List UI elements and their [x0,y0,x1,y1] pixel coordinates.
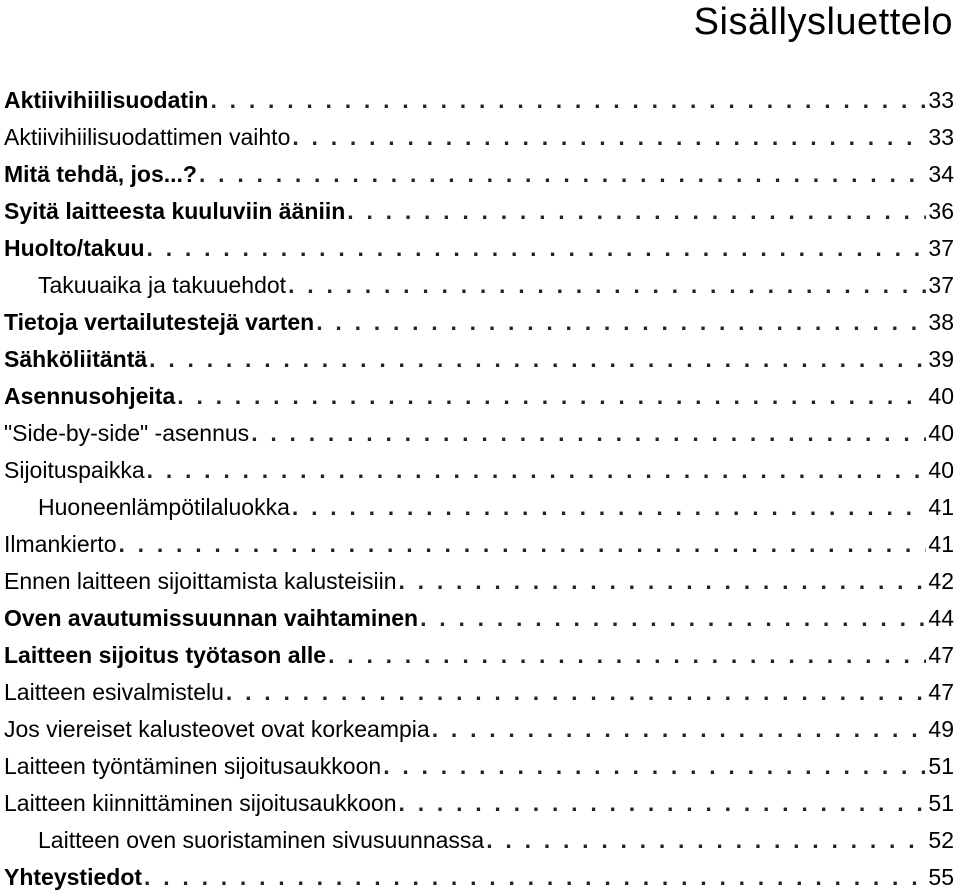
dot-leader [292,489,927,526]
dot-leader [210,82,926,119]
dot-leader [226,674,927,711]
toc-entry-page: 40 [928,420,954,446]
toc-entry-page: 39 [928,346,954,372]
toc-entry[interactable] [4,711,954,748]
toc-entry-page: 33 [928,87,954,113]
dot-leader [328,637,926,674]
toc-entry-title: "Side-by-side" -asennus [4,420,250,446]
dot-leader [398,563,926,600]
dot-leader [199,156,926,193]
toc-entry-page: 38 [928,309,954,335]
toc-entry[interactable] [4,156,954,193]
toc-entry[interactable] [4,600,954,637]
toc-entry[interactable] [4,452,954,489]
toc-entry[interactable] [4,489,954,526]
dot-leader [149,341,926,378]
toc-entry-title: Yhteystiedot [4,864,143,890]
toc-entry-title: Ennen laitteen sijoittamista kalusteisiin [4,568,397,594]
toc-entry-title: Takuuaika ja takuuehdot [38,272,287,298]
toc-entry[interactable] [4,637,954,674]
toc-entry-page: 44 [928,605,954,631]
toc-entry[interactable] [4,193,954,230]
dot-leader [486,822,926,859]
toc-entry-page: 41 [928,531,954,557]
dot-leader [177,378,926,415]
toc-entry-title: Huolto/takuu [4,235,145,261]
toc-entry[interactable] [4,822,954,859]
toc-entry-title: Jos viereiset kalusteovet ovat korkeampia [4,716,430,742]
toc-entry-page: 47 [928,642,954,668]
toc-entry-page: 49 [928,716,954,742]
toc-entry[interactable] [4,230,954,267]
toc-entry[interactable] [4,304,954,341]
toc-entry-title: Aktiivihiilisuodatin [4,87,209,113]
toc-entry[interactable] [4,267,954,304]
toc-entry-title: Mitä tehdä, jos...? [4,161,197,187]
toc-entry-page: 34 [928,161,954,187]
toc-entry-title: Asennusohjeita [4,383,176,409]
toc-entry-page: 40 [928,457,954,483]
toc-entry-title: Laitteen työntäminen sijoitusaukkoon [4,753,382,779]
toc-entry-title: Laitteen oven suoristaminen sivusuunnassa [38,827,485,853]
toc-entry[interactable] [4,674,954,711]
table-of-contents [4,82,954,896]
toc-entry[interactable] [4,748,954,785]
toc-entry-page: 33 [928,124,954,150]
toc-entry-title: Sijoituspaikka [4,457,145,483]
toc-entry[interactable] [4,415,954,452]
toc-entry-page: 47 [928,679,954,705]
toc-entry-title: Laitteen esivalmistelu [4,679,224,705]
dot-leader [118,526,926,563]
toc-entry-title: Aktiivihiilisuodattimen vaihto [4,124,291,150]
toc-entry[interactable] [4,119,954,156]
toc-entry-page: 51 [928,790,954,816]
toc-entry-page: 42 [928,568,954,594]
toc-entry-title: Huoneenlämpötilaluokka [38,494,290,520]
dot-leader [383,748,926,785]
toc-entry[interactable] [4,341,954,378]
toc-entry-page: 37 [928,235,954,261]
toc-entry-page: 37 [928,272,954,298]
dot-leader [316,304,926,341]
toc-entry-page: 40 [928,383,954,409]
toc-entry[interactable] [4,785,954,822]
toc-entry[interactable] [4,378,954,415]
toc-entry-page: 41 [928,494,954,520]
toc-entry-title: Laitteen sijoitus työtason alle [4,642,327,668]
toc-entry[interactable] [4,563,954,600]
toc-entry-title: Sähköliitäntä [4,346,148,372]
toc-entry[interactable] [4,859,954,896]
dot-leader [288,267,926,304]
dot-leader [432,711,927,748]
dot-leader [420,600,926,637]
toc-entry[interactable] [4,526,954,563]
toc-entry-page: 51 [928,753,954,779]
dot-leader [292,119,926,156]
toc-entry-title: Syitä laitteesta kuuluviin ääniin [4,198,346,224]
toc-entry-title: Tietoja vertailutestejä varten [4,309,315,335]
toc-entry-title: Oven avautumissuunnan vaihtaminen [4,605,419,631]
toc-entry-title: Ilmankierto [4,531,117,557]
dot-leader [144,859,926,896]
dot-leader [147,230,927,267]
toc-entry-page: 55 [928,864,954,890]
dot-leader [147,452,927,489]
dot-leader [251,415,926,452]
toc-entry-title: Laitteen kiinnittäminen sijoitusaukkoon [4,790,397,816]
toc-entry-page: 36 [928,198,954,224]
dot-leader [399,785,927,822]
toc-entry[interactable] [4,82,954,119]
dot-leader [347,193,926,230]
page-title: Sisällysluettelo [693,1,953,43]
toc-entry-page: 52 [928,827,954,853]
